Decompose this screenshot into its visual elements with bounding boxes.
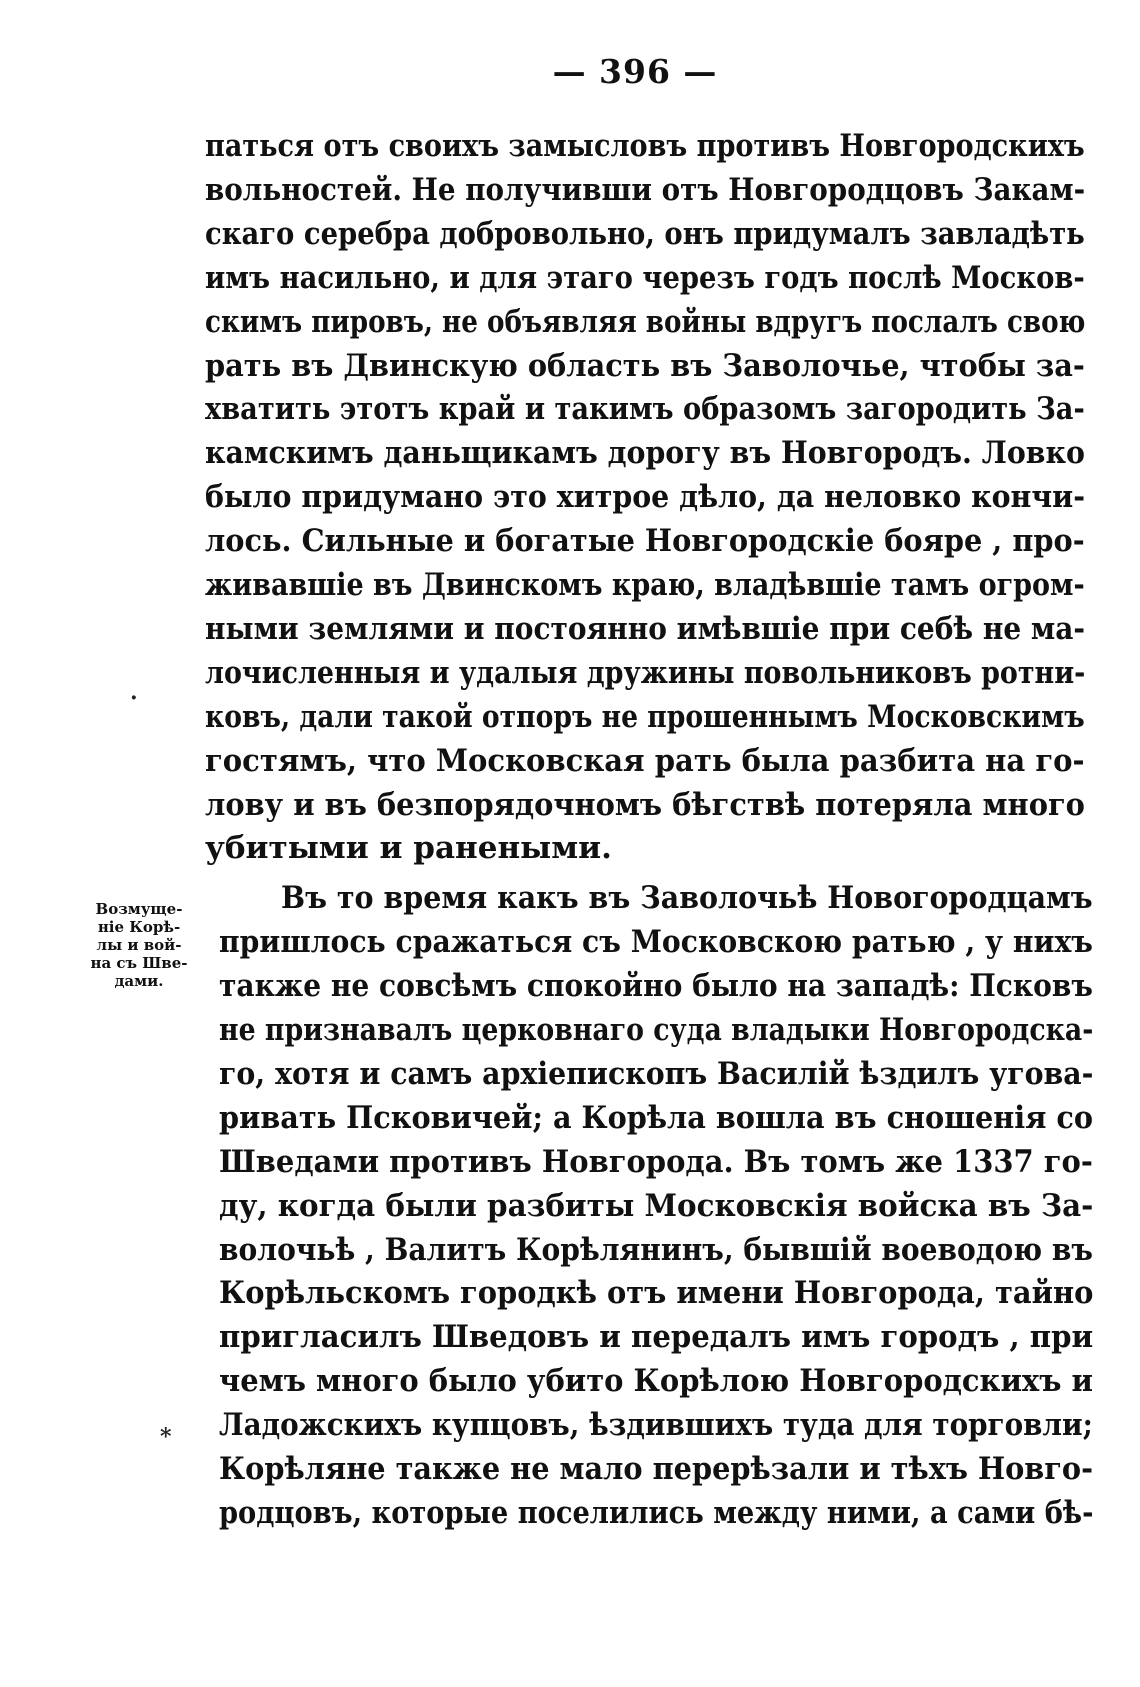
text-line: имъ насильно, и для этаго черезъ годъ послѣ Москов- [205, 259, 1085, 296]
text-line: гостямъ, что Московская рать была разбита на го- [205, 742, 1085, 779]
text-line: лову и въ безпорядочномъ бѣгствѣ потеряла много [205, 786, 1085, 823]
text-line: хватить этотъ край и такимъ образомъ загородить За- [205, 391, 1085, 428]
text-line: ными землями и постоянно имѣвшіе при себѣ не ма- [205, 610, 1086, 647]
text-line: ковъ, дали такой отпоръ не прошеннымъ Московскимъ [205, 698, 1085, 735]
text-line: паться отъ своихъ замысловъ противъ Новгородскихъ [205, 128, 1085, 164]
text-line: вольностей. Не получивши отъ Новгородцовъ Закам- [205, 171, 1086, 208]
text-line: скаго серебра добровольно, онъ придумалъ завладѣть [205, 215, 1085, 252]
text-line: убитыми и ранеными. [205, 830, 612, 867]
text-line: скимъ пировъ, не объявляя войны вдругъ послалъ свою [205, 303, 1086, 340]
text-line: родцовъ, которые поселились между ними, а сами бѣ- [219, 1494, 1094, 1531]
page-number: — 396 — [552, 52, 718, 91]
margin-note [80, 900, 198, 990]
text-line: Корѣльскомъ городкѣ отъ имени Новгорода, тайно [219, 1275, 1094, 1312]
text-line: также не совсѣмъ спокойно было на западѣ: Псковъ [219, 968, 1093, 1005]
margin-note-line: Возмуще- [95, 900, 183, 918]
text-line: пригласилъ Шведовъ и передалъ имъ городъ , при [219, 1319, 1094, 1356]
text-line: пришлось сражаться съ Московскою ратью , у нихъ [219, 924, 1093, 961]
margin-note-line: на съ Шве- [90, 954, 188, 972]
text-line: ду, когда были разбиты Московскія войска въ За- [219, 1187, 1094, 1224]
text-line: Въ то время какъ въ Заволочьѣ Новогородцамъ [281, 880, 1093, 917]
text-line: было придумано это хитрое дѣло, да неловко кончи- [205, 479, 1086, 516]
text-line: камскимъ даньщикамъ дорогу въ Новгородъ. Ловко [205, 435, 1085, 472]
text-line: живавшіе въ Двинскомъ краю, владѣвшіе тамъ огром- [205, 567, 1085, 603]
stray-mark: · [130, 685, 138, 711]
text-line: рать въ Двинскую область въ Заволочье, чтобы за- [205, 347, 1085, 384]
text-line: волочьѣ , Валитъ Корѣлянинъ, бывшій воеводою въ [219, 1231, 1093, 1268]
text-line: чемъ много было убито Корѣлою Новгородскихъ и [219, 1363, 1093, 1400]
text-line: лочисленныя и удалыя дружины повольниковъ ротни- [205, 654, 1086, 691]
text-line: Корѣляне также не мало перерѣзали и тѣхъ Новго- [219, 1451, 1094, 1487]
margin-note-line: ніе Корѣ- [97, 918, 181, 936]
text-line: Ладожскихъ купцовъ, ѣздившихъ туда для торговли; [219, 1407, 1093, 1444]
text-line: не признавалъ церковнаго суда владыки Новгородска- [219, 1012, 1094, 1048]
text-line: лось. Сильные и богатые Новгородскіе бояре , про- [205, 523, 1085, 560]
margin-note-line: лы и вой- [96, 936, 182, 954]
stray-mark: * [160, 1424, 172, 1450]
text-line: го, хотя и самъ архіепископъ Василій ѣздилъ угова- [219, 1055, 1094, 1092]
text-line: ривать Псковичей; а Корѣла вошла въ сношенія со [219, 1099, 1094, 1136]
margin-note-line: дами. [114, 972, 164, 990]
text-line: Шведами противъ Новгорода. Въ томъ же 1337 го- [219, 1143, 1093, 1180]
